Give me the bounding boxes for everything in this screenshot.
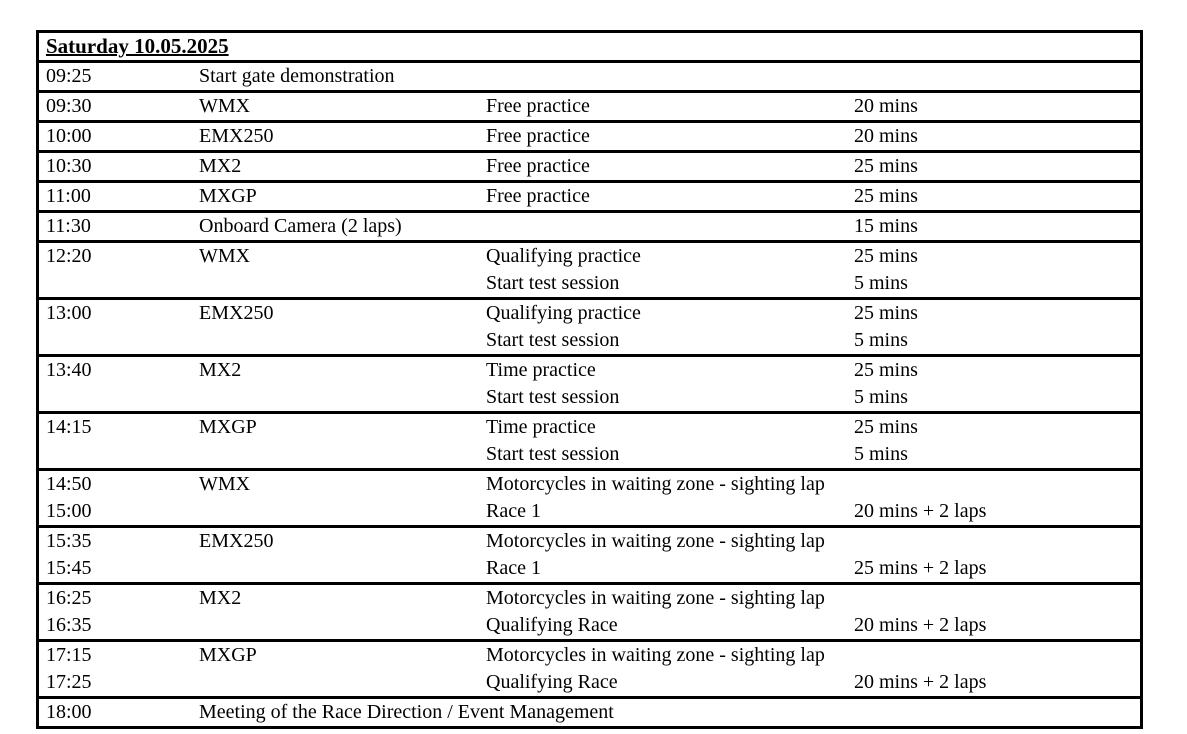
category-cell — [199, 300, 486, 354]
duration-value: 25 mins — [854, 155, 918, 177]
session-value: Start test session — [486, 272, 620, 294]
time-value: 13:40 — [46, 359, 92, 381]
duration-value: 25 mins — [854, 416, 918, 438]
schedule-row-1220 — [39, 243, 1140, 300]
time-cell — [39, 243, 199, 297]
schedule-row-1535 — [39, 528, 1140, 585]
duration-value — [854, 585, 1140, 612]
time-cell — [39, 699, 199, 726]
category-cell — [199, 642, 486, 696]
category-value: MX2 — [199, 359, 242, 381]
session-cell — [486, 585, 854, 639]
session-cell — [486, 153, 854, 180]
schedule-row-1450 — [39, 471, 1140, 528]
session-cell — [486, 123, 854, 150]
time-cell — [39, 642, 199, 696]
time-cell — [39, 63, 199, 90]
time-cell — [39, 585, 199, 639]
session-cell — [486, 357, 854, 411]
session-value: Qualifying practice — [486, 302, 641, 324]
duration-value: 25 mins — [854, 302, 918, 324]
duration-cell — [854, 183, 1140, 210]
session-value: Start test session — [486, 329, 620, 351]
duration-value: 25 mins — [854, 185, 918, 207]
schedule-row-0930 — [39, 93, 1140, 123]
category-cell — [199, 93, 486, 120]
duration-value — [854, 642, 1140, 669]
duration-cell — [854, 471, 1140, 525]
duration-cell — [854, 243, 1140, 297]
duration-value — [854, 471, 1140, 498]
duration-value: 20 mins + 2 laps — [854, 614, 987, 636]
session-value: Motorcycles in waiting zone - sighting lap — [486, 530, 825, 552]
session-value: Free practice — [486, 155, 590, 177]
duration-cell — [854, 699, 1140, 726]
time-cell — [39, 213, 199, 240]
schedule-row-1715 — [39, 642, 1140, 699]
duration-cell — [854, 357, 1140, 411]
category-cell — [199, 471, 486, 525]
session-value: Motorcycles in waiting zone - sighting lap — [486, 473, 825, 495]
category-cell — [199, 585, 486, 639]
time-cell — [39, 123, 199, 150]
category-value: WMX — [199, 473, 251, 495]
category-value: EMX250 — [199, 302, 274, 324]
schedule-row-1000 — [39, 123, 1140, 153]
session-value: Race 1 — [486, 557, 541, 579]
session-value: Time practice — [486, 359, 596, 381]
duration-value: 25 mins + 2 laps — [854, 557, 987, 579]
category-cell — [199, 414, 486, 468]
schedule-row-1800 — [39, 699, 1140, 726]
category-cell — [199, 528, 486, 582]
time-value: 10:30 — [46, 155, 92, 177]
duration-value: 20 mins — [854, 125, 918, 147]
category-value: MXGP — [199, 416, 257, 438]
session-value: Time practice — [486, 416, 596, 438]
session-value: Motorcycles in waiting zone - sighting lap — [486, 644, 825, 666]
duration-cell — [854, 300, 1140, 354]
category-cell — [199, 123, 486, 150]
time-value: 17:25 — [46, 671, 92, 693]
category-value: WMX — [199, 245, 251, 267]
time-cell — [39, 414, 199, 468]
duration-cell — [854, 414, 1140, 468]
category-cell — [199, 153, 486, 180]
session-value: Qualifying Race — [486, 671, 618, 693]
time-cell — [39, 93, 199, 120]
category-value: Onboard Camera (2 laps) — [199, 215, 402, 237]
duration-cell — [854, 63, 1140, 90]
category-value: EMX250 — [199, 530, 274, 552]
category-cell — [199, 357, 486, 411]
category-value: MX2 — [199, 155, 242, 177]
session-cell — [486, 471, 854, 525]
session-cell — [486, 414, 854, 468]
time-value: 15:00 — [46, 500, 92, 522]
time-value: 11:30 — [46, 215, 91, 237]
time-value: 15:45 — [46, 557, 92, 579]
session-cell — [486, 183, 854, 210]
duration-cell — [854, 153, 1140, 180]
category-cell — [199, 213, 486, 240]
category-value: EMX250 — [199, 125, 274, 147]
session-cell — [486, 699, 854, 726]
category-value: WMX — [199, 95, 251, 117]
time-value: 16:35 — [46, 614, 92, 636]
time-cell — [39, 300, 199, 354]
duration-value: 25 mins — [854, 245, 918, 267]
schedule-row-0925 — [39, 63, 1140, 93]
duration-cell — [854, 528, 1140, 582]
session-cell — [486, 243, 854, 297]
duration-cell — [854, 213, 1140, 240]
category-cell — [199, 183, 486, 210]
session-cell — [486, 642, 854, 696]
time-cell — [39, 471, 199, 525]
schedule-row-1100 — [39, 183, 1140, 213]
category-value: Start gate demonstration — [199, 65, 395, 87]
time-value: 13:00 — [46, 302, 92, 324]
session-value: Qualifying practice — [486, 245, 641, 267]
session-value: Free practice — [486, 125, 590, 147]
duration-value: 5 mins — [854, 272, 908, 294]
schedule-row-1130 — [39, 213, 1140, 243]
duration-value: 20 mins + 2 laps — [854, 671, 987, 693]
duration-cell — [854, 123, 1140, 150]
time-value: 10:00 — [46, 125, 92, 147]
category-cell — [199, 699, 614, 726]
schedule-row-1415 — [39, 414, 1140, 471]
category-cell — [199, 243, 486, 297]
session-value: Race 1 — [486, 500, 541, 522]
category-value: MXGP — [199, 185, 257, 207]
category-value: Meeting of the Race Direction / Event Management — [199, 701, 614, 723]
time-value: 11:00 — [46, 185, 91, 207]
session-cell — [486, 93, 854, 120]
category-value: MXGP — [199, 644, 257, 666]
time-value: 18:00 — [46, 701, 92, 723]
time-value: 15:35 — [46, 530, 92, 552]
time-value: 09:30 — [46, 95, 92, 117]
duration-cell — [854, 93, 1140, 120]
time-value: 09:25 — [46, 65, 92, 87]
time-value: 14:50 — [46, 473, 92, 495]
session-value: Qualifying Race — [486, 614, 618, 636]
session-value: Start test session — [486, 386, 620, 408]
duration-value: 5 mins — [854, 443, 908, 465]
duration-cell — [854, 642, 1140, 696]
schedule-row-1030 — [39, 153, 1140, 183]
schedule-row-1625 — [39, 585, 1140, 642]
category-cell — [199, 63, 486, 90]
session-value: Motorcycles in waiting zone - sighting lap — [486, 587, 825, 609]
category-value: MX2 — [199, 587, 242, 609]
day-header-row — [39, 33, 1140, 63]
duration-value: 5 mins — [854, 329, 908, 351]
time-value: 16:25 — [46, 587, 92, 609]
time-cell — [39, 183, 199, 210]
session-value — [486, 213, 854, 240]
duration-value: 25 mins — [854, 359, 918, 381]
session-cell — [486, 300, 854, 354]
session-value: Free practice — [486, 95, 590, 117]
duration-value: 20 mins — [854, 95, 918, 117]
session-value: Start test session — [486, 443, 620, 465]
schedule-table — [36, 30, 1143, 729]
schedule-row-1340 — [39, 357, 1140, 414]
time-value: 14:15 — [46, 416, 92, 438]
time-value: 12:20 — [46, 245, 92, 267]
session-value: Free practice — [486, 185, 590, 207]
time-value: 17:15 — [46, 644, 92, 666]
duration-value: 20 mins + 2 laps — [854, 500, 987, 522]
time-cell — [39, 357, 199, 411]
time-cell — [39, 528, 199, 582]
duration-cell — [854, 585, 1140, 639]
duration-value: 5 mins — [854, 386, 908, 408]
schedule-row-1300 — [39, 300, 1140, 357]
duration-value: 15 mins — [854, 215, 918, 237]
duration-value — [854, 528, 1140, 555]
time-cell — [39, 153, 199, 180]
session-cell — [486, 213, 854, 240]
session-cell — [486, 528, 854, 582]
session-cell — [486, 63, 854, 90]
day-header: Saturday 10.05.2025 — [46, 34, 229, 58]
